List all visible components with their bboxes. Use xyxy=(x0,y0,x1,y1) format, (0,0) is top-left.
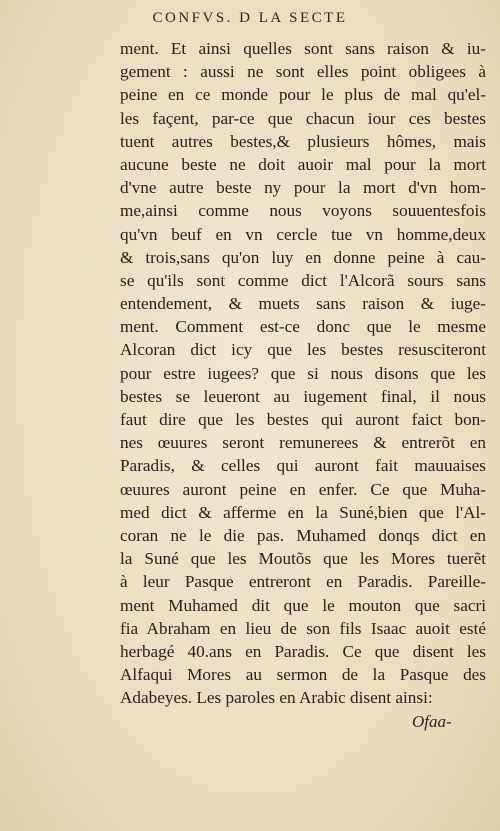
text-line: la Suné que les Moutõs que les Mores tuerẽt xyxy=(120,549,486,569)
text-line: ment. Comment est-ce donc que le mesme xyxy=(120,317,486,337)
text-line: herbagé 40.ans en Paradis. Ce que disent les xyxy=(120,641,486,661)
text-line: me,ainsi comme nous voyons souuentesfois xyxy=(120,201,486,221)
text-line: œuures auront peine en enfer. Ce que Muha- xyxy=(120,479,486,499)
text-line: & trois,sans qu'on luy en donne peine à cau- xyxy=(120,247,486,267)
running-head: CONFVS. D LA SECTE xyxy=(152,10,348,26)
text-line: nes œuures seront remunerees & entrerõt en xyxy=(120,433,486,453)
text-line: ment Muhamed dit que le mouton que sacri xyxy=(120,595,486,615)
text-line: aucune beste ne doit auoir mal pour la mort xyxy=(120,154,486,174)
text-line: tuent autres bestes,& plusieurs hômes, mais xyxy=(120,131,486,151)
text-line: entendement, & muets sans raison & iuge- xyxy=(120,294,486,314)
text-line: à leur Pasque entreront en Paradis. Pareille- xyxy=(120,572,486,592)
text-line: pour estre iugees? que si nous disons que les xyxy=(120,363,486,383)
text-line: bestes se leueront au iugement final, il nous xyxy=(120,386,486,406)
text-line: d'vne autre beste ny pour la mort d'vn hom- xyxy=(120,178,486,198)
catchword: Ofaa- xyxy=(412,712,452,731)
text-line: ment. Et ainsi quelles sont sans raison & iu- xyxy=(120,39,486,58)
text-line: fia Abraham en lieu de son fils Isaac auoit esté xyxy=(120,618,486,638)
text-line: med dict & afferme en la Suné,bien que l'Al- xyxy=(120,502,486,522)
text-line: coran ne le die pas. Muhamed donqs dict en xyxy=(120,525,486,545)
text-line: gement : aussi ne sont elles point obligees à xyxy=(120,62,486,82)
text-line: faut dire que les bestes qui auront faict bon- xyxy=(120,410,486,429)
text-line: se qu'ils sont comme dict l'Alcorã sours sans xyxy=(120,270,486,290)
text-line: Adabeyes. Les paroles en Arabic disent ainsi: xyxy=(120,688,433,708)
text-line: Paradis, & celles qui auront fait mauuaises xyxy=(120,456,486,476)
text-line: qu'vn beuf en vn cercle tue vn homme,deux xyxy=(120,224,486,244)
body-text xyxy=(120,37,486,709)
text-line: Alfaqui Mores au sermon de la Pasque des xyxy=(120,665,486,685)
text-line: Alcoran dict icy que les bestes resusciteront xyxy=(120,340,486,360)
text-line: peine en ce monde pour le plus de mal qu'el- xyxy=(120,85,486,105)
text-line: les façent, par-ce que chacun iour ces bestes xyxy=(120,108,486,128)
